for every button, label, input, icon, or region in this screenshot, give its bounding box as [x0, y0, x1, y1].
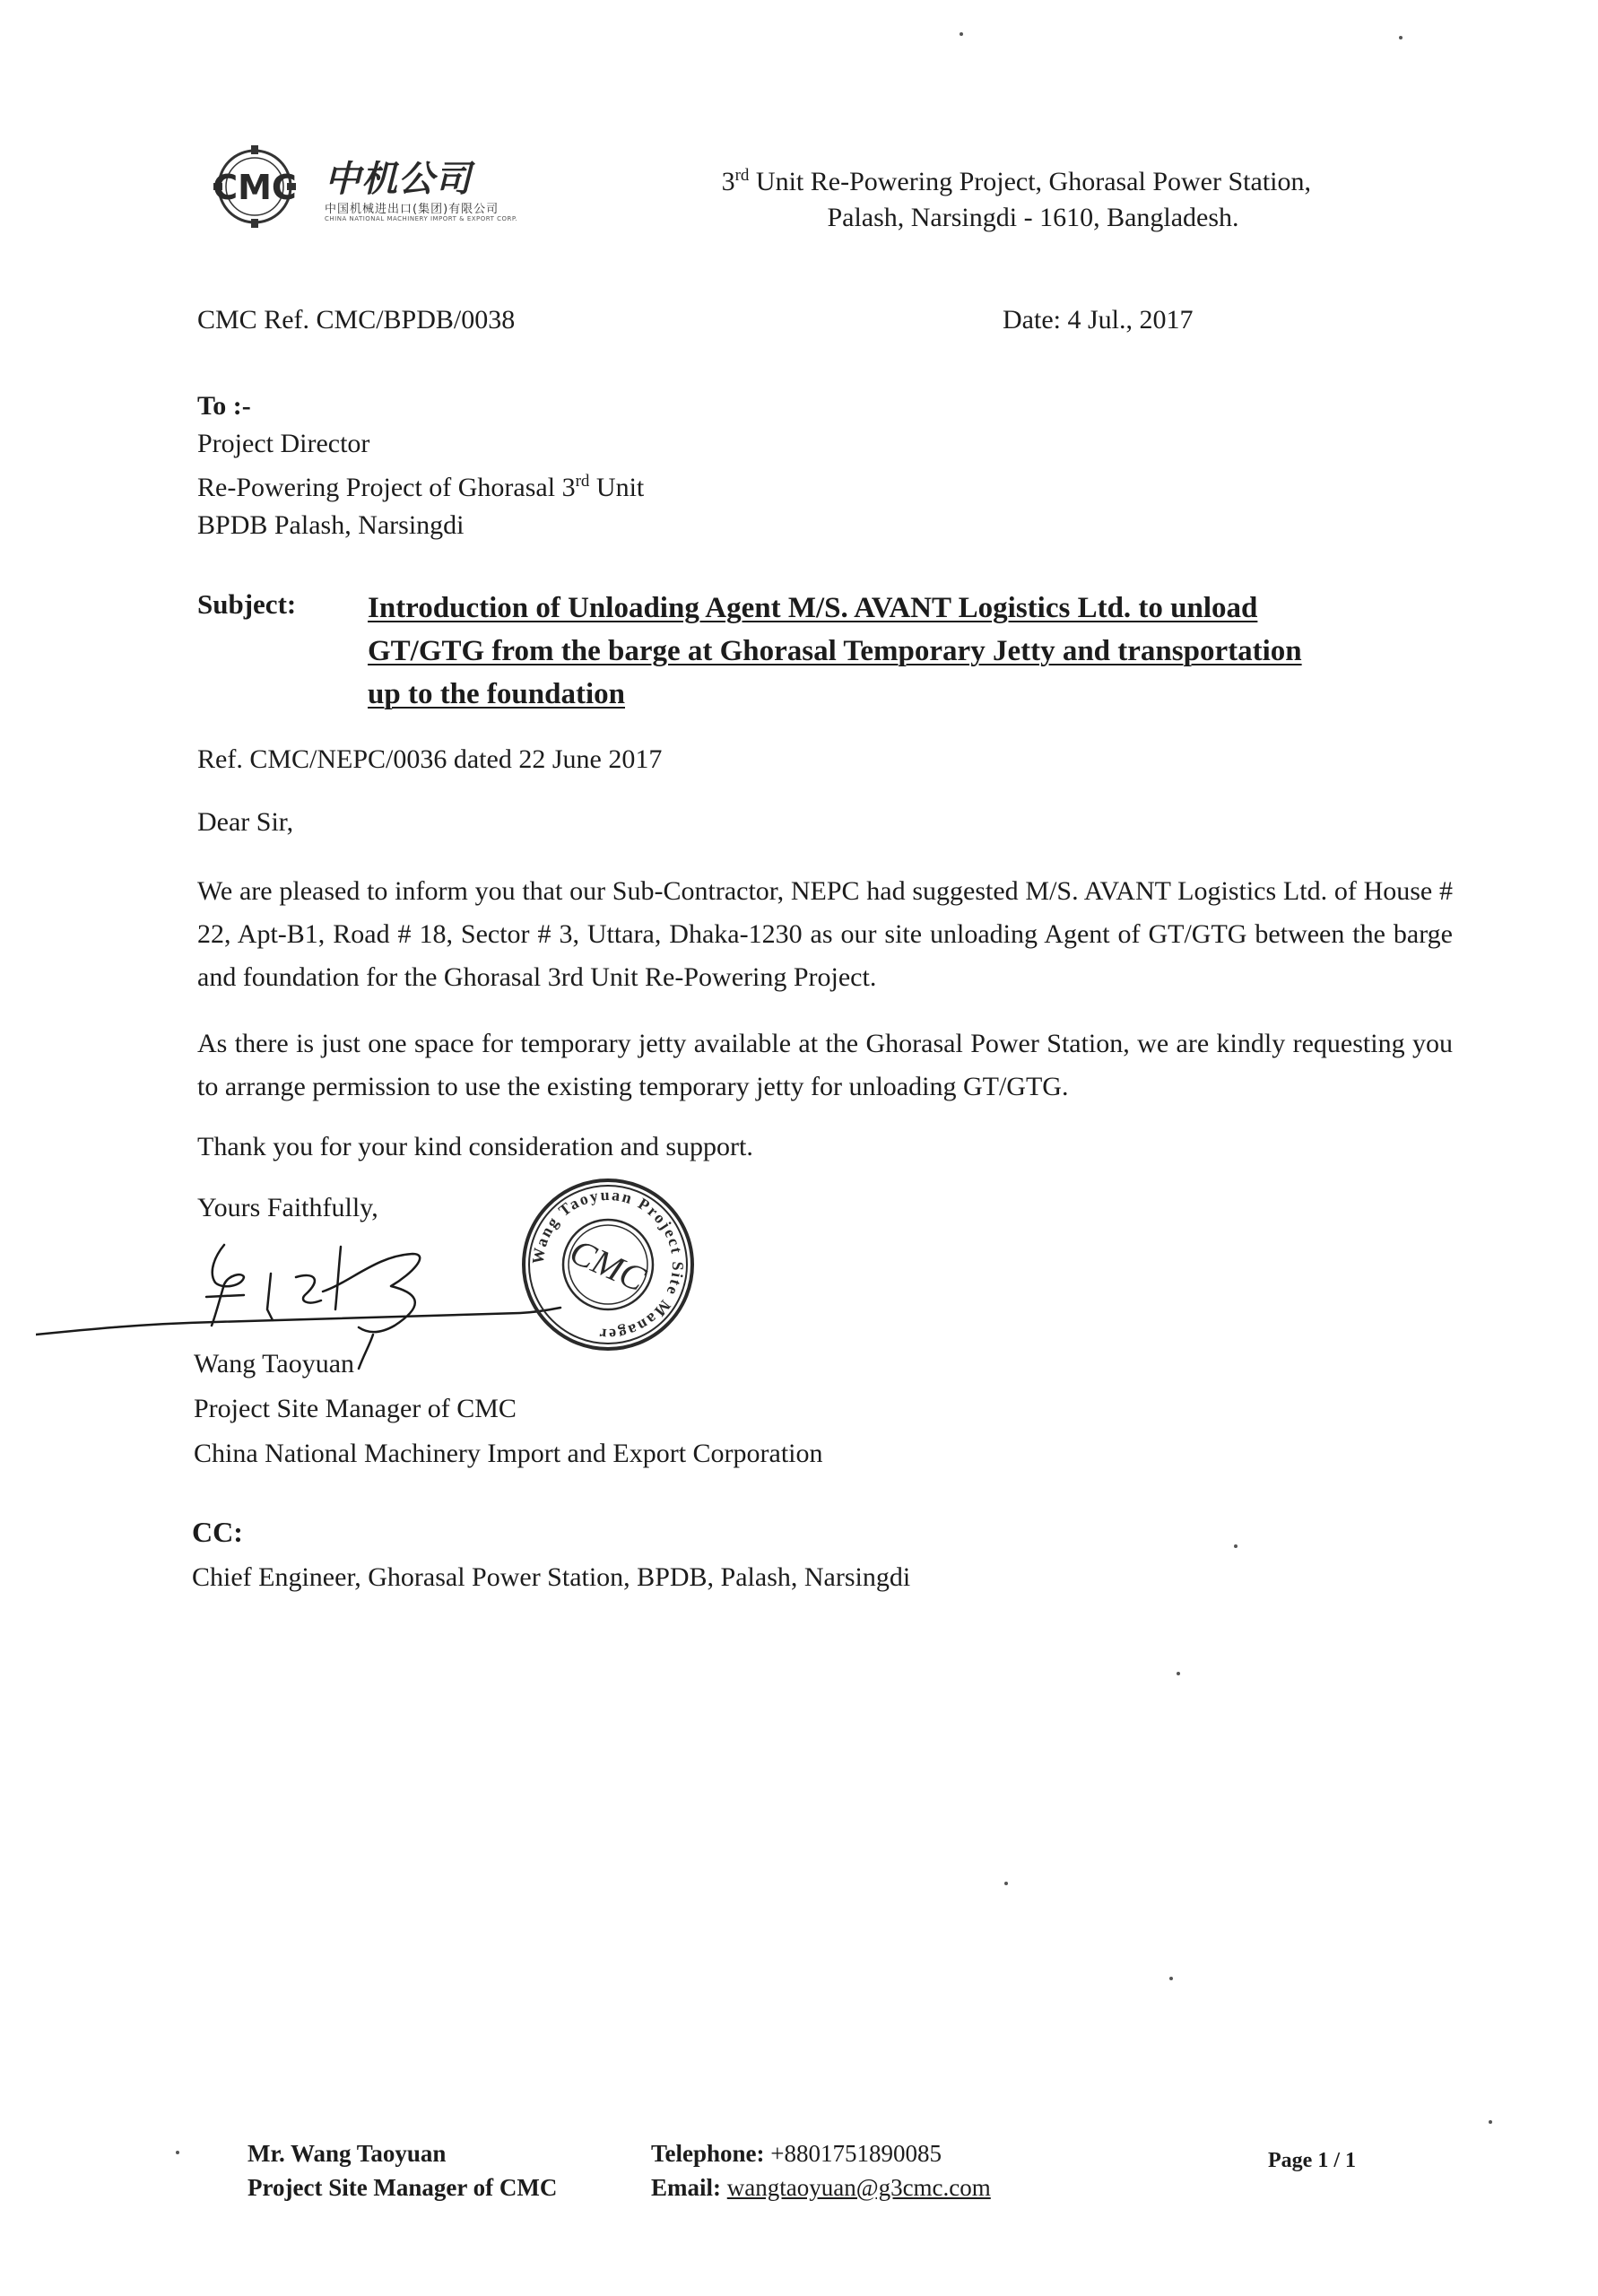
subject-label: Subject:: [197, 588, 297, 620]
scan-speck: [1234, 1544, 1238, 1548]
body-paragraph-1: We are pleased to inform you that our Sub-Contractor, NEPC had suggested M/S. AVANT Logistics Ltd. of House # 22, Apt-B1, Road # 18, Sector # 3, Uttara, Dhaka-1230 as our site unloading Agent of GT/GTG between the barge and foundation for the Ghorasal 3rd Unit Re-Powering Project.: [197, 876, 1453, 992]
subject-text: Introduction of Unloading Agent M/S. AVANT Logistics Ltd. to unload GT/GTG from the barge at Ghorasal Temporary Jetty and transportation up to the foundation: [368, 592, 1302, 710]
email-link[interactable]: wangtaoyuan@g3cmc.com: [726, 2174, 991, 2201]
to-label: To :-: [197, 391, 251, 421]
telephone-value: +8801751890085: [764, 2140, 942, 2167]
salutation: Dear Sir,: [197, 807, 294, 837]
recipient-block: To :- Project Director Re-Powering Project of Ghorasal 3rd Unit BPDB Palash, Narsingdi: [197, 387, 644, 544]
letter-date: Date: 4 Jul., 2017: [1003, 305, 1194, 335]
stamp-ring-text: Wang Taoyuan Project Site Manager: [528, 1185, 688, 1344]
email-label: Email:: [651, 2174, 721, 2201]
footer-contact-person: [248, 2136, 557, 2205]
letterhead-address: 3rd Unit Re-Powering Project, Ghorasal Power Station, Palash, Narsingdi - 1610, Bangladesh.: [594, 158, 1311, 236]
scan-speck: [176, 2151, 179, 2154]
logo-english-subtitle: CHINA NATIONAL MACHINERY IMPORT & EXPORT CORP.: [325, 215, 518, 222]
scan-speck: [1169, 1977, 1173, 1980]
body-paragraph-2: As there is just one space for temporary jetty available at the Ghorasal Power Station, we are kindly requesting you to arrange permission to use the existing temporary jetty for unloading GT/GTG.: [197, 1029, 1453, 1101]
signer-block: [194, 1342, 823, 1476]
reference-number: CMC Ref. CMC/BPDB/0038: [197, 305, 516, 335]
logo-mark: CMC: [213, 168, 297, 207]
logo-chinese-subtitle: 中国机械进出口(集团)有限公司: [325, 203, 499, 216]
reference-line: Ref. CMC/NEPC/0036 dated 22 June 2017: [197, 744, 663, 774]
page-number: Page 1 / 1: [1268, 2149, 1356, 2172]
signer-title: Project Site Manager of CMC: [194, 1394, 517, 1423]
signer-name: Wang Taoyuan: [194, 1349, 355, 1378]
scan-speck: [960, 32, 963, 36]
official-stamp: [518, 1175, 698, 1354]
footer-contact-details: [651, 2136, 991, 2205]
stamp-center-text: CMC: [564, 1231, 652, 1300]
body-paragraph-3: Thank you for your kind consideration and support.: [197, 1132, 753, 1161]
address-line-2: Palash, Narsingdi - 1610, Bangladesh.: [827, 203, 1239, 232]
closing: Yours Faithfully,: [197, 1193, 378, 1222]
scan-speck: [1004, 1882, 1008, 1885]
logo-chinese-name: 中机公司: [325, 159, 472, 200]
footer-name: Mr. Wang Taoyuan: [248, 2140, 447, 2167]
scan-speck: [1177, 1672, 1180, 1675]
cc-recipient: Chief Engineer, Ghorasal Power Station, BPDB, Palash, Narsingdi: [192, 1562, 911, 1592]
scan-speck: [1489, 2120, 1492, 2124]
cc-label: CC:: [192, 1516, 243, 1548]
telephone-label: Telephone:: [651, 2140, 765, 2167]
scan-speck: [1399, 36, 1403, 39]
footer-title: Project Site Manager of CMC: [248, 2174, 558, 2201]
signer-organization: China National Machinery Import and Export Corporation: [194, 1439, 823, 1468]
